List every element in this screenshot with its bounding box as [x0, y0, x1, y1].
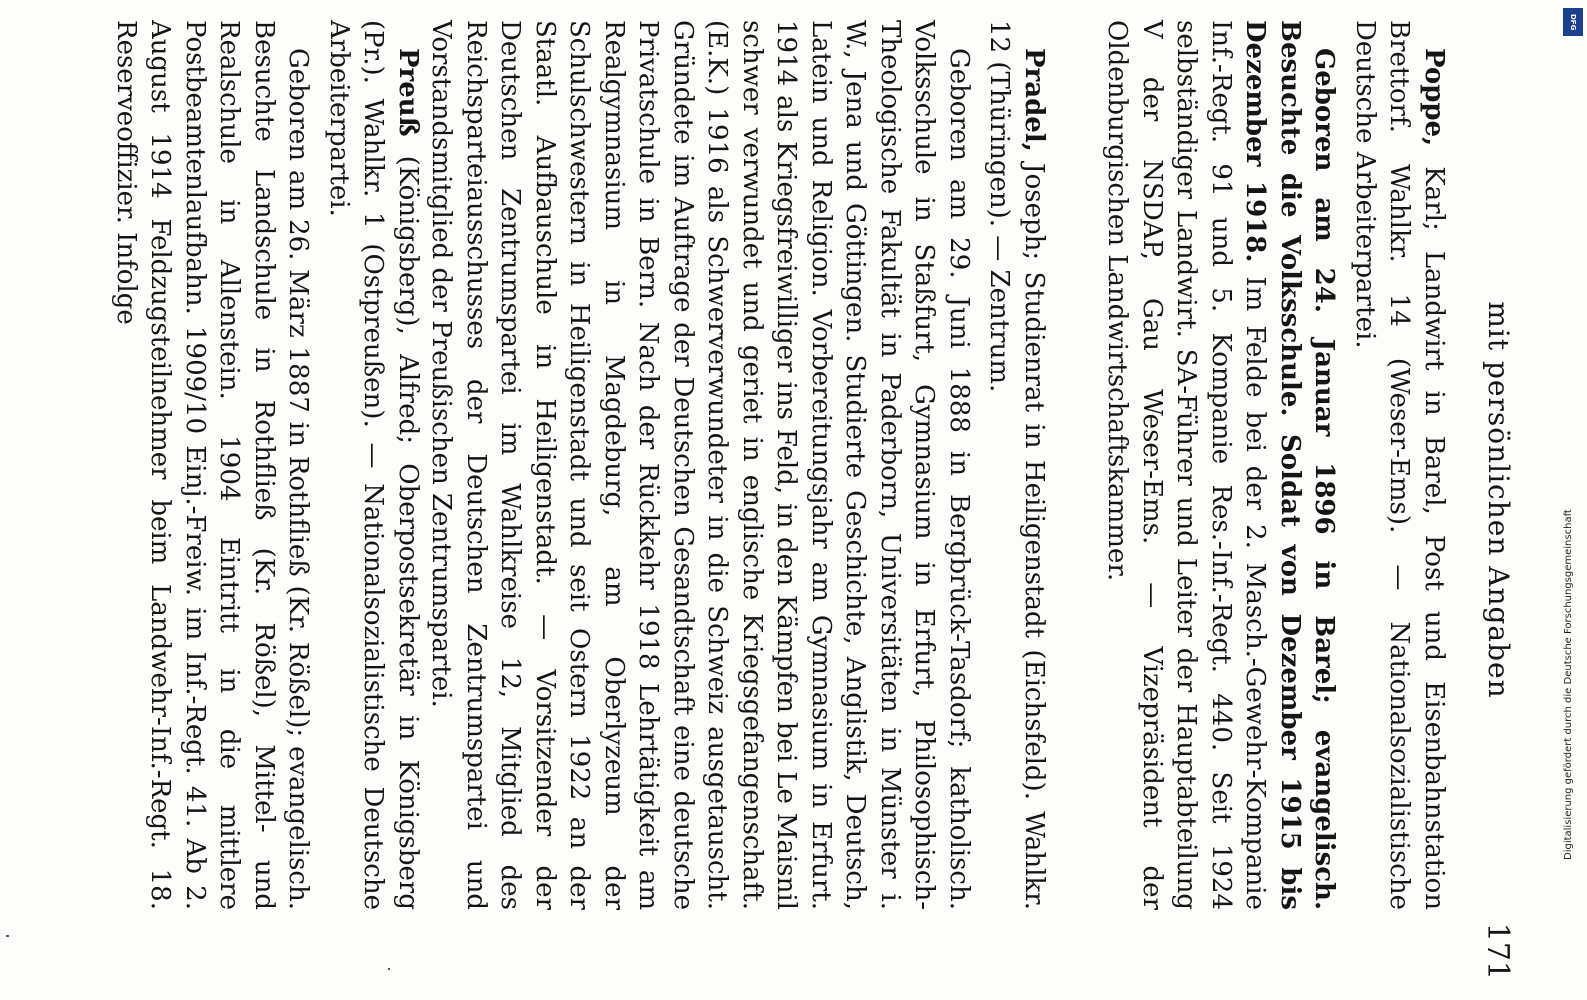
entry-biography: Geboren am 29. Juni 1888 in Bergbrück-Tasdorf; katholisch. Volksschule in Staßfurt, Gymnasium in Erfurt, Philosophisch-Theologische Fakultät in Paderborn, Universitäten in Münster i. W., Jena und Göttingen. Studierte Geschichte, Anglistik, Deutsch, Latein und Religion. Vorbereitungsjahr am Gymnasium in Erfurt. 1914 als Kriegsfreiwilliger ins Feld, in den Kämpfen bei Le Maisnil schwer verwundet und geriet in englische Kriegsgefangenschaft. (E.K.) 1916 als Schwerverwundeter in die Schweiz ausgetauscht. Gründete im Auftrage der Deutschen Gesandtschaft eine deutsche Privatschule in Bern. Nach der Rückkehr 1918 Lehrtätigkeit am Realgymnasium in Magdeburg, am Oberlyzeum der Schulschwestern in Heiligenstadt und seit Ostern 1922 an der Staatl. Aufbauschule in Heiligenstadt. — Vorsitzender der Deutschen Zentrumspartei im Wahlkreise 12, Mitglied des Reichsparteiausschusses der Deutschen Zentrumspartei und Vorstandsmitglied der Preußischen Zentrumspartei.	[426, 20, 974, 910]
dfg-logo: DFG	[1563, 8, 1583, 36]
entry-biography-rest: Im Felde bei der 2. Masch.-Gewehr-Kompanie Inf.-Regt. 91 und 5. Kompanie Res.-Inf.-Regt. 440. Seit 1924 selbständiger Landwirt. SA-Führer und Leiter der Hauptabteilung V der NSDAP, Gau Weser-Ems. — Vizepräsident der Oldenburgischen Landwirtschaftskammer.	[1102, 20, 1271, 911]
entry-heading-text: (Königsberg), Alfred; Oberpostsekretär in Königsberg (Pr.). Wahlkr. 1 (Ostpreußen). — Nationalsozialistische Deutsche Arbeiterpartei.	[324, 20, 423, 910]
entry-name: Pradel,	[1019, 48, 1049, 152]
digitization-credit: Digitalisierung gefördert durch die Deutsche Forschungsgemeinschaft	[1563, 509, 1574, 860]
scan-speck	[388, 968, 390, 970]
rotated-page-content	[53, 20, 1533, 980]
entry-heading	[322, 20, 426, 910]
entry-heading-text: Karl; Landwirt in Barel, Post und Eisenbahnstation Brettorf. Wahlkr. 14 (Weser-Ems). — Nationalsozialistische Deutsche Arbeiterpartei.	[1350, 20, 1449, 910]
entry-biography-lead: Geboren am 24. Januar 1896 in Barel; evangelisch. Besuchte die Volksschule. Soldat von Dezember 1915 bis Dezember 1918.	[1240, 20, 1340, 910]
entry-biography	[1100, 20, 1342, 910]
entry-heading	[982, 20, 1051, 910]
entry-heading	[1348, 20, 1452, 910]
entry-heading-text: Joseph; Studienrat in Heiligenstadt (Eichsfeld). Wahlkr. 12 (Thüringen). — Zentrum.	[984, 20, 1049, 910]
entry-name: Poppe,	[1419, 48, 1449, 147]
biography-entry-poppe	[1100, 20, 1451, 910]
biography-entry-preuss	[109, 20, 426, 910]
entry-name: Preuß	[393, 48, 423, 137]
entry-biography: Geboren am 26. März 1887 in Rothfließ (Kr. Rößel); evangelisch. Besuchte Landschule in Rothfließ (Kr. Rößel), Mittel- und Realschule in Allenstein. 1904 Eintritt in die mittlere Postbeamtenlaufbahn. 1909/10 Einj.-Freiw. im Inf.-Regt. 41. Ab 2. August 1914 Feldzugsteilnehmer beim Landwehr-Inf.-Regt. 18. Reserveoffizier. Infolge	[111, 20, 314, 910]
scan-speck	[6, 935, 9, 937]
biography-entry-pradel	[424, 20, 1051, 910]
running-title: mit persönlichen Angaben	[1482, 301, 1515, 699]
page-number: 171	[1480, 922, 1515, 980]
page-header	[1475, 20, 1515, 980]
